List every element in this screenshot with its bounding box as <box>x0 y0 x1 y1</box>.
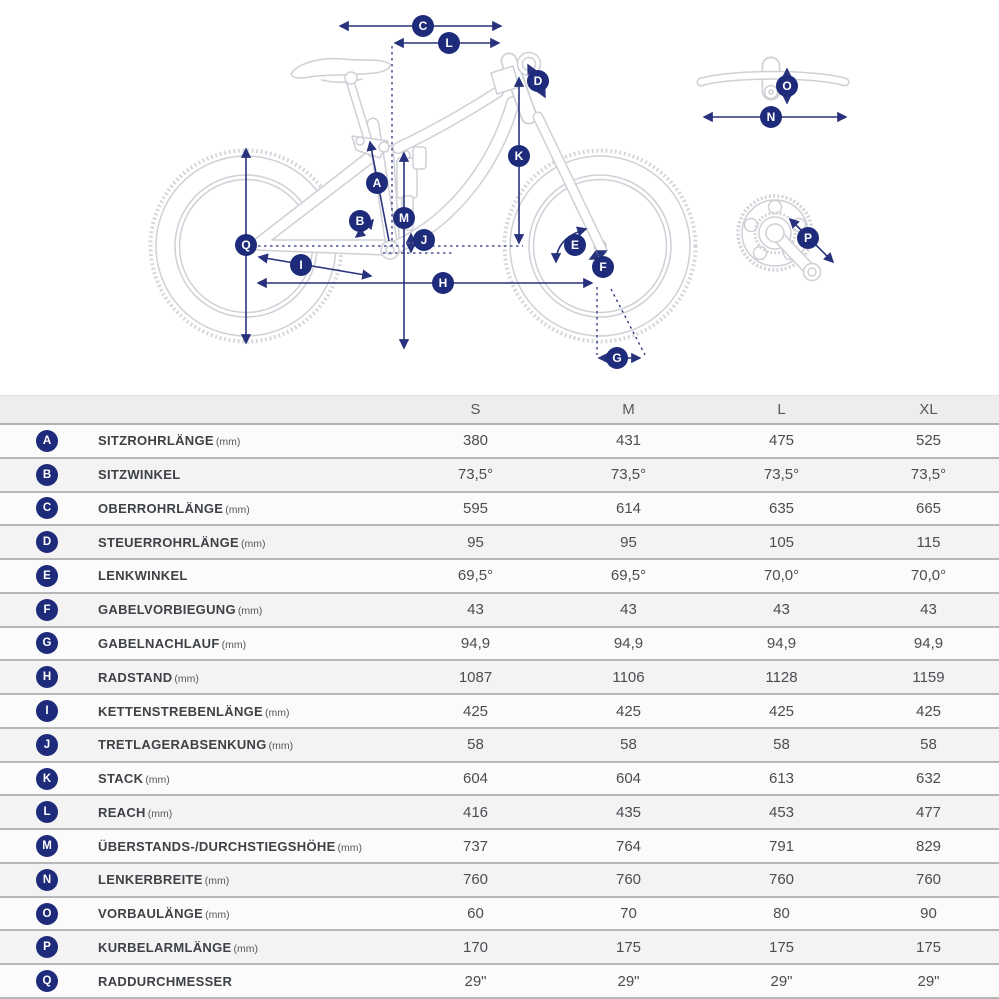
row-label: LENKERBREITE (mm) <box>98 872 230 888</box>
value-s: 595 <box>462 499 489 517</box>
table-row <box>0 459 999 493</box>
row-label: GABELNACHLAUF (mm) <box>98 635 247 651</box>
row-label: OBERROHRLÄNGE (mm) <box>98 500 250 516</box>
row-marker-badge: N <box>36 869 58 891</box>
value-m: 425 <box>615 702 642 720</box>
svg-text:N: N <box>766 110 776 125</box>
table-row <box>0 898 999 932</box>
value-s: 760 <box>462 871 489 889</box>
value-m: 69,5° <box>610 567 647 585</box>
diagram-marker-l <box>438 32 460 54</box>
value-s: 380 <box>462 432 489 450</box>
value-m: 614 <box>615 499 642 517</box>
diagram-marker-g <box>606 347 628 369</box>
value-s: 94,9 <box>460 634 491 652</box>
diagram-marker-i <box>290 254 312 276</box>
value-xl: 43 <box>920 601 937 619</box>
fork <box>538 117 602 253</box>
value-m: 70 <box>620 905 637 923</box>
diagram-marker-e <box>564 234 586 256</box>
row-label: LENKWINKEL <box>98 568 188 584</box>
diagram-marker-j <box>413 229 435 251</box>
svg-text:H: H <box>438 276 448 291</box>
value-l: 453 <box>768 803 795 821</box>
value-l: 760 <box>768 871 795 889</box>
value-l: 613 <box>768 770 795 788</box>
svg-text:A: A <box>372 176 382 191</box>
value-s: 737 <box>462 837 489 855</box>
row-marker-badge: L <box>36 801 58 823</box>
value-l: 175 <box>768 938 795 956</box>
svg-text:F: F <box>599 260 607 275</box>
row-unit: (mm) <box>205 909 230 922</box>
row-unit: (mm) <box>215 436 241 449</box>
size-header-s: S <box>470 401 481 418</box>
row-label: RADDURCHMESSER <box>98 973 233 989</box>
row-label: REACH (mm) <box>98 804 173 820</box>
row-label: RADSTAND (mm) <box>98 669 199 685</box>
row-marker-badge: M <box>36 835 58 857</box>
value-m: 58 <box>620 736 637 754</box>
row-marker-badge: B <box>36 464 58 486</box>
row-unit: (mm) <box>174 672 199 685</box>
row-marker-badge: I <box>36 700 58 722</box>
row-unit: (mm) <box>225 503 250 516</box>
table-row <box>0 695 999 729</box>
svg-text:C: C <box>418 19 428 34</box>
value-xl: 115 <box>916 533 941 551</box>
row-unit: (mm) <box>147 807 173 820</box>
svg-text:B: B <box>355 214 365 229</box>
svg-text:Q: Q <box>241 238 251 253</box>
value-l: 73,5° <box>763 466 800 484</box>
svg-text:D: D <box>533 74 543 89</box>
row-marker-badge: O <box>36 903 58 925</box>
table-row <box>0 864 999 898</box>
diagram-marker-o <box>776 75 798 97</box>
value-l: 791 <box>768 837 795 855</box>
table-row <box>0 560 999 594</box>
value-s: 170 <box>462 938 489 956</box>
value-xl: 29" <box>917 972 940 990</box>
value-xl: 632 <box>915 770 942 788</box>
diagram-marker-k <box>508 145 530 167</box>
table-row <box>0 965 999 999</box>
value-s: 69,5° <box>457 567 494 585</box>
value-xl: 70,0° <box>910 567 947 585</box>
value-s: 60 <box>467 905 484 923</box>
value-l: 70,0° <box>763 567 800 585</box>
value-m: 435 <box>615 803 642 821</box>
value-l: 635 <box>768 499 795 517</box>
value-l: 94,9 <box>766 634 797 652</box>
value-s: 73,5° <box>457 466 494 484</box>
value-xl: 425 <box>915 702 942 720</box>
diagram-marker-c <box>412 15 434 37</box>
value-l: 43 <box>773 601 790 619</box>
row-unit: (mm) <box>268 740 294 753</box>
geometry-diagram-svg <box>0 0 999 395</box>
value-m: 175 <box>615 938 642 956</box>
row-marker-badge: G <box>36 632 58 654</box>
row-unit: (mm) <box>221 638 247 651</box>
row-label: KURBELARMLÄNGE (mm) <box>98 939 258 955</box>
table-row <box>0 594 999 628</box>
table-header-row <box>0 395 999 425</box>
value-xl: 94,9 <box>913 634 944 652</box>
svg-text:E: E <box>570 238 580 253</box>
row-marker-badge: Q <box>36 970 58 992</box>
svg-text:L: L <box>445 36 453 51</box>
value-s: 425 <box>462 702 489 720</box>
value-s: 29" <box>464 972 487 990</box>
value-l: 29" <box>770 972 793 990</box>
row-unit: (mm) <box>233 942 258 955</box>
table-row <box>0 425 999 459</box>
table-row <box>0 628 999 662</box>
row-marker-badge: J <box>36 734 58 756</box>
row-label: STACK (mm) <box>98 771 170 787</box>
value-s: 416 <box>462 803 489 821</box>
row-unit: (mm) <box>204 875 230 888</box>
row-marker-badge: P <box>36 936 58 958</box>
diagram-marker-h <box>432 272 454 294</box>
table-row <box>0 830 999 864</box>
bike-geometry-diagram <box>0 0 999 395</box>
value-xl: 525 <box>915 432 942 450</box>
handlebar-front-view <box>701 66 845 99</box>
value-l: 1128 <box>765 668 798 686</box>
value-l: 475 <box>768 432 795 450</box>
value-xl: 90 <box>920 905 937 923</box>
value-xl: 760 <box>915 871 942 889</box>
value-m: 760 <box>615 871 642 889</box>
row-marker-badge: A <box>36 430 58 452</box>
row-marker-badge: K <box>36 768 58 790</box>
row-unit: (mm) <box>237 605 263 618</box>
svg-text:I: I <box>299 258 303 273</box>
value-l: 105 <box>768 533 795 551</box>
table-row <box>0 763 999 797</box>
row-unit: (mm) <box>241 537 266 550</box>
table-row <box>0 931 999 965</box>
table-row <box>0 493 999 527</box>
diagram-marker-b <box>349 210 371 232</box>
svg-text:P: P <box>803 231 813 246</box>
row-marker-badge: H <box>36 666 58 688</box>
value-m: 431 <box>615 432 642 450</box>
table-row <box>0 526 999 560</box>
table-row <box>0 661 999 695</box>
table-row <box>0 796 999 830</box>
value-l: 80 <box>773 905 790 923</box>
geometry-table <box>0 395 999 999</box>
row-unit: (mm) <box>265 706 290 719</box>
value-m: 73,5° <box>610 466 647 484</box>
svg-text:G: G <box>612 351 622 366</box>
row-label: GABELVORBIEGUNG (mm) <box>98 602 263 618</box>
value-xl: 829 <box>915 837 942 855</box>
value-m: 43 <box>620 601 637 619</box>
value-s: 95 <box>467 533 484 551</box>
diagram-marker-n <box>760 106 782 128</box>
svg-text:M: M <box>399 211 409 226</box>
value-xl: 58 <box>920 736 937 754</box>
size-header-l: L <box>777 401 786 418</box>
row-unit: (mm) <box>145 774 170 787</box>
row-marker-badge: E <box>36 565 58 587</box>
value-m: 94,9 <box>613 634 644 652</box>
value-l: 425 <box>768 702 795 720</box>
diagram-marker-d <box>527 70 549 92</box>
value-xl: 175 <box>915 938 942 956</box>
svg-text:K: K <box>514 149 524 164</box>
diagram-marker-p <box>797 227 819 249</box>
row-label: VORBAULÄNGE (mm) <box>98 906 230 922</box>
row-label: SITZWINKEL <box>98 467 181 483</box>
row-unit: (mm) <box>337 841 363 854</box>
value-s: 43 <box>467 601 484 619</box>
row-label: STEUERROHRLÄNGE (mm) <box>98 534 266 550</box>
value-s: 1087 <box>458 668 493 686</box>
value-m: 764 <box>615 837 642 855</box>
diagram-marker-f <box>592 256 614 278</box>
value-m: 29" <box>617 972 640 990</box>
value-s: 58 <box>467 736 484 754</box>
value-m: 1106 <box>612 668 645 686</box>
row-marker-badge: C <box>36 497 58 519</box>
row-label: KETTENSTREBENLÄNGE (mm) <box>98 703 290 719</box>
value-m: 95 <box>620 533 637 551</box>
value-xl: 665 <box>915 499 942 517</box>
value-xl: 73,5° <box>910 466 947 484</box>
row-marker-badge: F <box>36 599 58 621</box>
diagram-marker-a <box>366 172 388 194</box>
diagram-marker-m <box>393 207 415 229</box>
value-xl: 1159 <box>912 668 945 686</box>
size-header-xl: XL <box>919 401 938 418</box>
svg-text:O: O <box>782 79 792 94</box>
value-s: 604 <box>462 770 489 788</box>
value-xl: 477 <box>915 803 942 821</box>
table-row <box>0 729 999 763</box>
row-label: TRETLAGERABSENKUNG (mm) <box>98 737 294 753</box>
size-header-m: M <box>622 401 635 418</box>
row-marker-badge: D <box>36 531 58 553</box>
value-m: 604 <box>615 770 642 788</box>
row-label: SITZROHRLÄNGE (mm) <box>98 433 241 449</box>
value-l: 58 <box>773 736 790 754</box>
row-label: ÜBERSTANDS-/DURCHSTIEGSHÖHE (mm) <box>98 838 363 854</box>
diagram-marker-q <box>235 234 257 256</box>
svg-text:J: J <box>420 233 428 248</box>
